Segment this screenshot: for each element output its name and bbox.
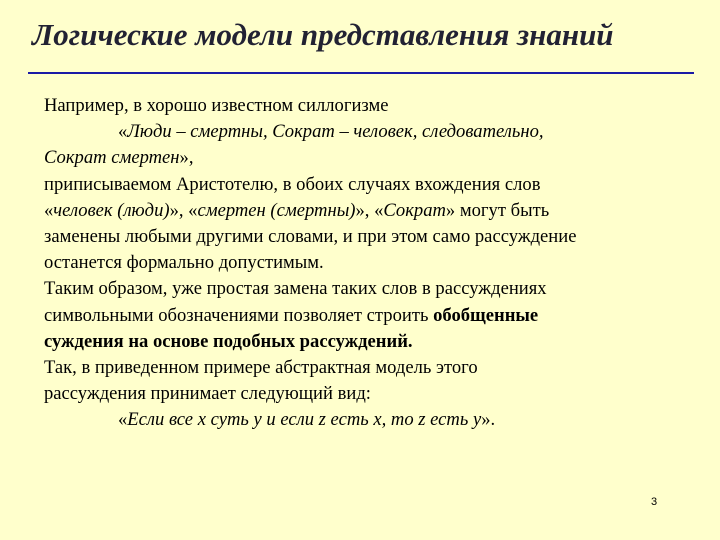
slide-body bbox=[44, 93, 694, 434]
body-line-2 bbox=[44, 119, 694, 145]
body-line-3 bbox=[44, 145, 694, 171]
bold-phrase: обобщенные bbox=[433, 304, 539, 326]
quote-separator: », « bbox=[169, 199, 198, 221]
slide-title: Логические модели представления знаний bbox=[32, 17, 614, 52]
syllogism-text: Люди – смертны, Сократ – человек, следовательно, bbox=[127, 121, 544, 143]
body-text: символьными обозначениями позволяет строить bbox=[44, 304, 434, 326]
body-line-9 bbox=[44, 303, 694, 329]
body-line-10 bbox=[44, 329, 694, 355]
syllogism-conclusion: Сократ смертен bbox=[44, 147, 180, 169]
quote-close: », bbox=[179, 147, 194, 169]
term-mortal: смертен (смертны) bbox=[197, 199, 356, 221]
body-line-4: приписываемом Аристотелю, в обоих случаях вхождения слов bbox=[44, 173, 541, 195]
line-end: » могут быть bbox=[445, 199, 550, 221]
quote-close: ». bbox=[481, 409, 496, 431]
page-number: 3 bbox=[651, 496, 658, 508]
body-line-7: останется формально допустимым. bbox=[44, 252, 324, 274]
abstract-model-formula: Если все x суть y и если z есть x, то z есть y bbox=[127, 409, 482, 431]
body-line-8: Таким образом, уже простая замена таких слов в рассуждениях bbox=[44, 278, 547, 300]
bold-phrase: суждения на основе подобных рассуждений. bbox=[44, 330, 413, 352]
term-man: человек (люди) bbox=[53, 199, 170, 221]
body-line-13 bbox=[44, 407, 694, 433]
title-divider bbox=[28, 72, 694, 74]
term-socrates: Сократ bbox=[383, 199, 446, 221]
quote-open: « bbox=[44, 199, 54, 221]
quote-separator: », « bbox=[355, 199, 384, 221]
body-line-5 bbox=[44, 198, 694, 224]
quote-open: « bbox=[118, 409, 128, 431]
body-line-11: Так, в приведенном примере абстрактная модель этого bbox=[44, 357, 478, 379]
body-line-1: Например, в хорошо известном силлогизме bbox=[44, 95, 389, 116]
quote-open: « bbox=[118, 121, 128, 143]
body-line-12: рассуждения принимает следующий вид: bbox=[44, 383, 371, 405]
body-line-6: заменены любыми другими словами, и при этом само рассуждение bbox=[44, 226, 577, 248]
